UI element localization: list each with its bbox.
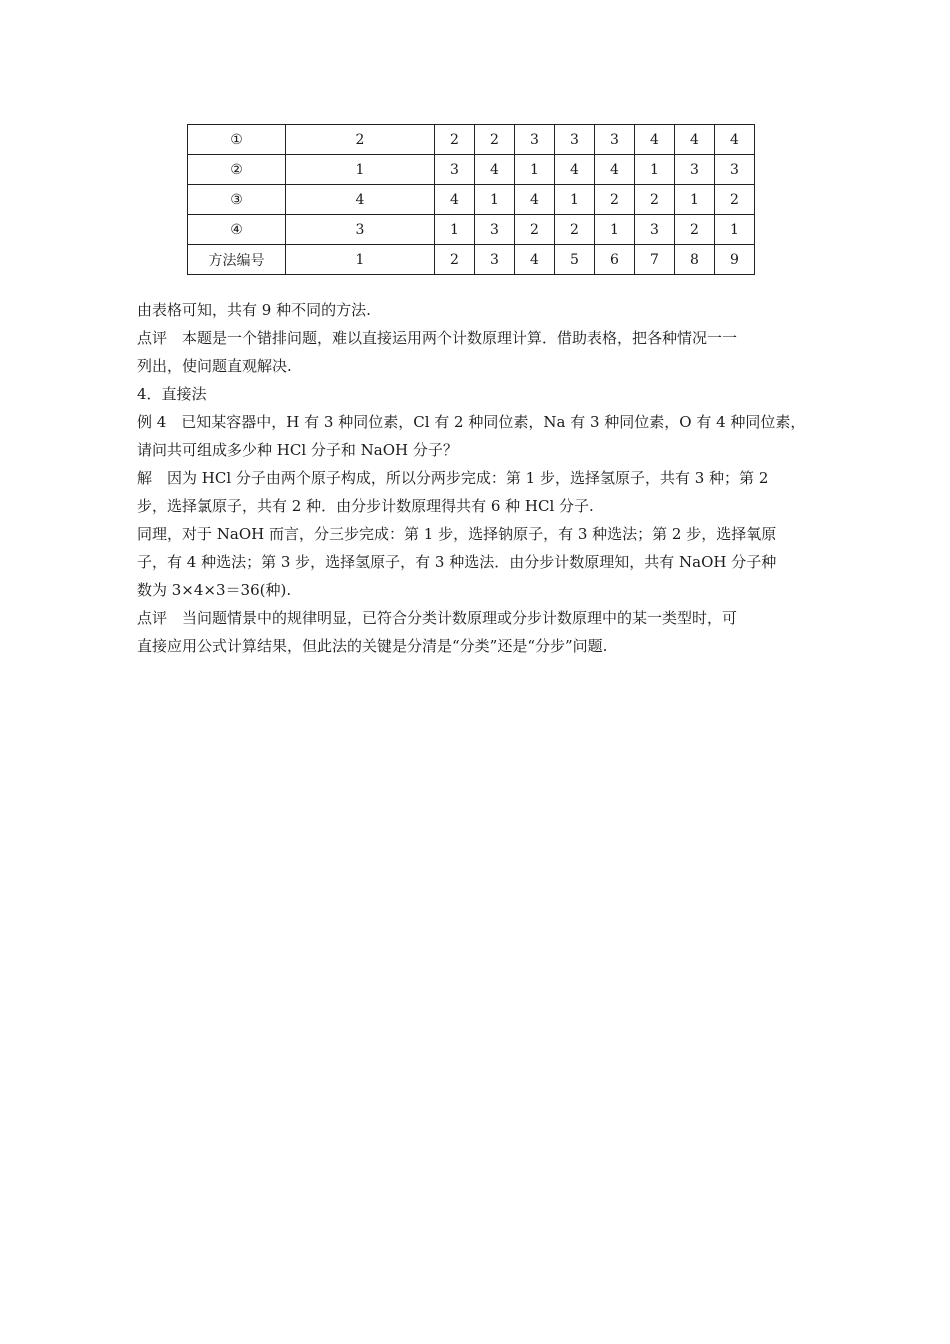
text-line: 直接应用公式计算结果，但此法的关键是分清是“分类”还是“分步”问题.	[137, 637, 608, 655]
table-cell: 4	[595, 155, 635, 185]
table-cell: 2	[675, 215, 715, 245]
table-cell: 1	[286, 245, 435, 275]
section-heading: 4．直接法	[137, 385, 207, 403]
text-line: 子，有 4 种选法；第 3 步，选择氢原子，有 3 种选法．由分步计数原理知，共有 NaOH 分子种	[137, 553, 777, 571]
text-line: 点评 当问题情景中的规律明显，已符合分类计数原理或分步计数原理中的某一类型时，可	[137, 609, 738, 627]
table-cell: 3	[635, 215, 675, 245]
table-cell: 3	[286, 215, 435, 245]
table-cell: 3	[595, 125, 635, 155]
table-cell: 1	[635, 155, 675, 185]
table-cell: 4	[435, 185, 475, 215]
table-cell: 1	[515, 155, 555, 185]
table-cell: 3	[515, 125, 555, 155]
table-cell: 1	[555, 185, 595, 215]
table-cell: 4	[475, 155, 515, 185]
table-cell: 1	[595, 215, 635, 245]
table-cell: 4	[515, 185, 555, 215]
text-line: 同理，对于 NaOH 而言，分三步完成：第 1 步，选择钠原子，有 3 种选法；第 2 步，选择氧原	[137, 525, 777, 543]
table-cell: 2	[475, 125, 515, 155]
table-row	[188, 245, 755, 275]
table-cell: 3	[675, 155, 715, 185]
table-row	[188, 125, 755, 155]
table-cell: 7	[635, 245, 675, 275]
table-cell: 2	[435, 125, 475, 155]
table-cell: 4	[555, 155, 595, 185]
text-line: 点评 本题是一个错排问题，难以直接运用两个计数原理计算．借助表格，把各种情况一一	[137, 329, 738, 347]
table-row	[188, 185, 755, 215]
table-cell: 2	[635, 185, 675, 215]
table-cell: ③	[188, 185, 286, 215]
table-cell: ②	[188, 155, 286, 185]
table-cell: 1	[286, 155, 435, 185]
table-cell: 4	[675, 125, 715, 155]
table-cell: 3	[435, 155, 475, 185]
text-line: 列出，使问题直观解决.	[137, 357, 292, 375]
table-cell: 4	[515, 245, 555, 275]
text-line: 请问共可组成多少种 HCl 分子和 NaOH 分子？	[137, 441, 458, 459]
table-cell: 2	[555, 215, 595, 245]
table-cell: 9	[715, 245, 755, 275]
table-cell: ①	[188, 125, 286, 155]
table-cell: 方法编号	[188, 245, 286, 275]
arrangement-table	[187, 124, 755, 275]
table-cell: 1	[475, 185, 515, 215]
table-cell: 2	[286, 125, 435, 155]
table-row	[188, 215, 755, 245]
text-line: 例 4 已知某容器中，H 有 3 种同位素，Cl 有 2 种同位素，Na 有 3 种同位素，O 有 4 种同位素，	[137, 413, 806, 431]
table-cell: 2	[515, 215, 555, 245]
table-cell: 2	[435, 245, 475, 275]
table-row	[188, 155, 755, 185]
table-cell: 2	[715, 185, 755, 215]
table-cell: 4	[286, 185, 435, 215]
table-cell: 3	[475, 215, 515, 245]
table-cell: 1	[715, 215, 755, 245]
table-cell: 2	[595, 185, 635, 215]
text-line: 由表格可知，共有 9 种不同的方法.	[137, 301, 371, 319]
table-cell: 6	[595, 245, 635, 275]
table-cell: 4	[715, 125, 755, 155]
table-cell: 8	[675, 245, 715, 275]
body-text	[137, 296, 827, 660]
table-cell: 1	[675, 185, 715, 215]
table-body	[188, 125, 755, 275]
table-cell: 3	[475, 245, 515, 275]
table-cell: 5	[555, 245, 595, 275]
text-line: 数为 3×4×3＝36(种).	[137, 581, 292, 599]
table-cell: 3	[555, 125, 595, 155]
table-cell: ④	[188, 215, 286, 245]
text-line: 步，选择氯原子，共有 2 种．由分步计数原理得共有 6 种 HCl 分子.	[137, 497, 594, 515]
table-cell: 1	[435, 215, 475, 245]
table-cell: 4	[635, 125, 675, 155]
text-line: 解 因为 HCl 分子由两个原子构成，所以分两步完成：第 1 步，选择氢原子，共有 3 种；第 2	[137, 469, 769, 487]
table-cell: 3	[715, 155, 755, 185]
